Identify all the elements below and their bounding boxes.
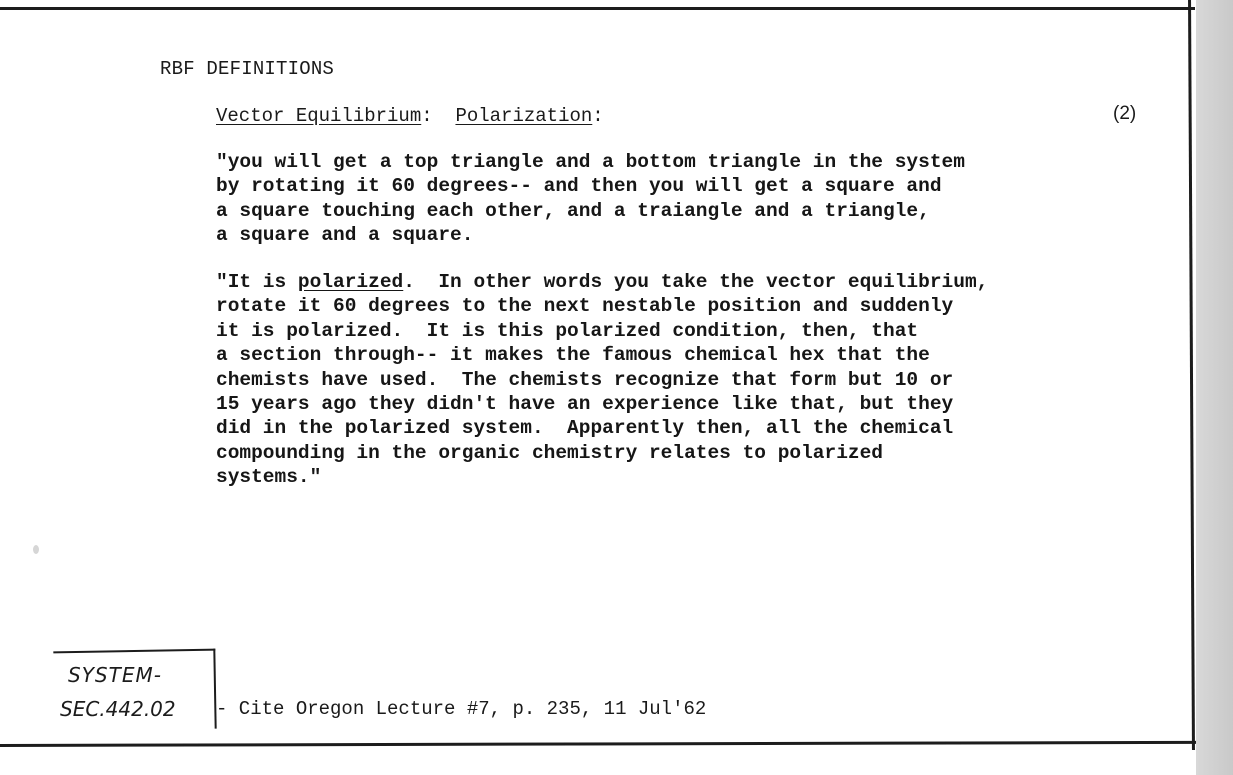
card-border-bottom xyxy=(0,741,1196,747)
quote-line: a square and a square. xyxy=(216,224,474,247)
quote-line: by rotating it 60 degrees-- and then you will get a square and xyxy=(216,175,942,198)
citation: - Cite Oregon Lecture #7, p. 235, 11 Jul'62 xyxy=(216,698,707,720)
quote-line: chemists have used. The chemists recognize that form but 10 or xyxy=(216,368,954,391)
quote-line: "you will get a top triangle and a bottom triangle in the system xyxy=(216,151,965,173)
quote-line: systems." xyxy=(216,466,322,489)
subterm-label: Polarization xyxy=(455,105,593,127)
quote-line: it is polarized. It is this polarized condition, then, that xyxy=(216,319,919,342)
handwritten-section-stamp xyxy=(50,650,215,738)
quote-line-prefix: "It is xyxy=(216,271,298,293)
quote-line: did in the polarized system. Apparently then, all the chemical xyxy=(216,417,954,440)
quote-line: a square touching each other, and a traiangle and a triangle, xyxy=(216,199,930,222)
paper-speck xyxy=(33,545,39,554)
underlined-word: polarized xyxy=(297,271,404,293)
entry-subtitle: Vector Equilibrium: Polarization: xyxy=(216,105,604,127)
card-border-right xyxy=(1188,0,1195,750)
quote-line-suffix: . In other words you take the vector equilibrium, xyxy=(403,271,989,293)
document-heading: RBF DEFINITIONS xyxy=(160,58,335,80)
term-label: Vector Equilibrium xyxy=(216,105,422,127)
stamp-line-1: SYSTEM- xyxy=(68,663,162,687)
quote-line: compounding in the organic chemistry relates to polarized xyxy=(216,441,884,464)
card-border-top xyxy=(0,7,1195,10)
stamp-line-2: SEC.442.02 xyxy=(60,697,176,721)
page-edge-shadow xyxy=(1196,0,1233,775)
quote-line: rotate it 60 degrees to the next nestable position and suddenly xyxy=(216,295,954,318)
quote-line: 15 years ago they didn't have an experience like that, but they xyxy=(216,393,954,416)
page-number: (2) xyxy=(1113,103,1137,124)
quote-line: a section through-- it makes the famous chemical hex that the xyxy=(216,344,930,367)
quote-paragraph-2 xyxy=(216,270,988,490)
quote-paragraph-1 xyxy=(216,150,965,248)
